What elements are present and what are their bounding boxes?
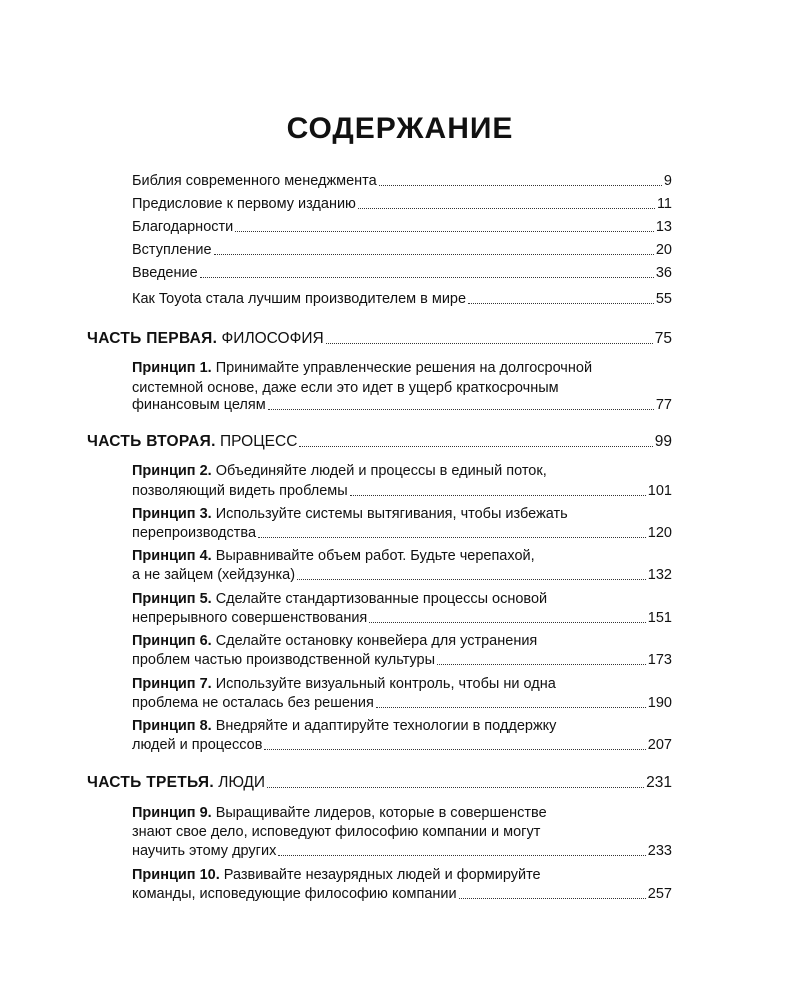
entry-label: Благодарности: [132, 219, 234, 235]
entry-label: Предисловие к первому изданию: [132, 196, 356, 212]
dot-leader: [299, 446, 652, 447]
principle-line: знают свое дело, исповедуют философию компании и могут: [132, 824, 541, 840]
dot-leader: [267, 787, 644, 788]
page-number: 207: [647, 737, 672, 753]
entry-label: Введение: [132, 265, 198, 281]
page-number: 190: [647, 695, 672, 711]
page-title: СОДЕРЖАНИЕ: [286, 112, 514, 145]
principle-line[interactable]: Принцип 8. Внедряйте и адаптируйте технологии в поддержку: [132, 718, 557, 734]
principle-line[interactable]: Принцип 4. Выравнивайте объем работ. Будьте черепахой,: [132, 548, 535, 564]
principle-number: Принцип 10.: [132, 867, 220, 883]
dot-leader: [468, 303, 654, 304]
page-number: 99: [654, 433, 672, 450]
dot-leader: [437, 664, 646, 665]
dot-leader: [258, 537, 646, 538]
dot-leader: [214, 254, 654, 255]
part-heading[interactable]: [87, 774, 672, 792]
toc-entry[interactable]: [132, 264, 672, 282]
dot-leader: [358, 208, 655, 209]
page-number: 75: [654, 330, 672, 347]
part-label: ЧАСТЬ ПЕРВАЯ.: [87, 330, 218, 347]
principle-number: Принцип 7.: [132, 676, 212, 692]
principle-number: Принцип 6.: [132, 633, 212, 649]
principle-last-line[interactable]: перепроизводства 120: [132, 525, 672, 541]
page-number: 173: [647, 652, 672, 668]
dot-leader: [350, 495, 646, 496]
toc-entry[interactable]: [132, 218, 672, 236]
part-heading[interactable]: [87, 330, 672, 348]
page-number: 9: [663, 173, 672, 189]
part-name: ПРОЦЕСС: [220, 433, 298, 450]
principle-line[interactable]: Принцип 3. Используйте системы вытягивания, чтобы избежать: [132, 506, 568, 522]
part-label: ЧАСТЬ ТРЕТЬЯ.: [87, 774, 214, 791]
page-number: 55: [655, 291, 672, 307]
principle-line[interactable]: Принцип 5. Сделайте стандартизованные процессы основой: [132, 591, 548, 607]
toc-entry[interactable]: [132, 172, 672, 190]
principle-line[interactable]: Принцип 10. Развивайте незаурядных людей и формируйте: [132, 867, 541, 883]
principle-last-line[interactable]: команды, исповедующие философию компании 257: [132, 886, 672, 902]
page-number: 233: [647, 843, 672, 859]
dot-leader: [459, 898, 646, 899]
page-number: 101: [647, 483, 672, 499]
principle-number: Принцип 5.: [132, 591, 212, 607]
dot-leader: [369, 622, 646, 623]
page-number: 132: [647, 567, 672, 583]
principle-last-line[interactable]: людей и процессов 207: [132, 737, 672, 753]
principle-number: Принцип 2.: [132, 463, 212, 479]
dot-leader: [278, 855, 645, 856]
dot-leader: [379, 185, 662, 186]
toc-entry[interactable]: [132, 195, 672, 213]
principle-number: Принцип 8.: [132, 718, 212, 734]
part-name: ЛЮДИ: [218, 774, 266, 791]
principle-number: Принцип 3.: [132, 506, 212, 522]
principle-number: Принцип 9.: [132, 805, 212, 821]
dot-leader: [200, 277, 654, 278]
principle-line[interactable]: Принцип 9. Выращивайте лидеров, которые в совершенстве: [132, 805, 547, 821]
entry-label: Как Toyota стала лучшим производителем в мире: [132, 291, 467, 307]
principle-line: системной основе, даже если это идет в ущерб краткосрочным: [132, 380, 559, 396]
toc-entry[interactable]: [132, 241, 672, 259]
principle-last-line[interactable]: финансовым целям 77: [132, 397, 672, 413]
page-number: 36: [655, 265, 672, 281]
principle-line[interactable]: Принцип 1. Принимайте управленческие решения на долгосрочной: [132, 360, 593, 376]
principle-last-line[interactable]: непрерывного совершенствования 151: [132, 610, 672, 626]
principle-last-line[interactable]: научить этому других 233: [132, 843, 672, 859]
page-number: 231: [646, 774, 672, 791]
page-number: 11: [656, 196, 672, 212]
page-number: 13: [655, 219, 672, 235]
dot-leader: [326, 343, 653, 344]
principle-line[interactable]: Принцип 6. Сделайте остановку конвейера для устранения: [132, 633, 538, 649]
principle-line[interactable]: Принцип 7. Используйте визуальный контроль, чтобы ни одна: [132, 676, 556, 692]
principle-last-line[interactable]: а не зайцем (хейдзунка) 132: [132, 567, 672, 583]
dot-leader: [376, 707, 646, 708]
page-number: 77: [655, 397, 672, 413]
principle-last-line[interactable]: проблем частью производственной культуры 173: [132, 652, 672, 668]
principle-last-line[interactable]: проблема не осталась без решения 190: [132, 695, 672, 711]
page-number: 120: [647, 525, 672, 541]
principle-number: Принцип 4.: [132, 548, 212, 564]
dot-leader: [297, 579, 646, 580]
entry-label: Вступление: [132, 242, 212, 258]
dot-leader: [268, 409, 654, 410]
part-label: ЧАСТЬ ВТОРАЯ.: [87, 433, 216, 450]
principle-number: Принцип 1.: [132, 360, 212, 376]
principle-line[interactable]: Принцип 2. Объединяйте людей и процессы в единый поток,: [132, 463, 547, 479]
page-number: 20: [655, 242, 672, 258]
page-number: 151: [647, 610, 672, 626]
part-name: ФИЛОСОФИЯ: [221, 330, 324, 347]
principle-last-line[interactable]: позволяющий видеть проблемы 101: [132, 483, 672, 499]
dot-leader: [264, 749, 645, 750]
dot-leader: [235, 231, 654, 232]
entry-label: Библия современного менеджмента: [132, 173, 377, 189]
page-number: 257: [647, 886, 672, 902]
toc-entry[interactable]: [132, 290, 672, 308]
part-heading[interactable]: [87, 433, 672, 451]
